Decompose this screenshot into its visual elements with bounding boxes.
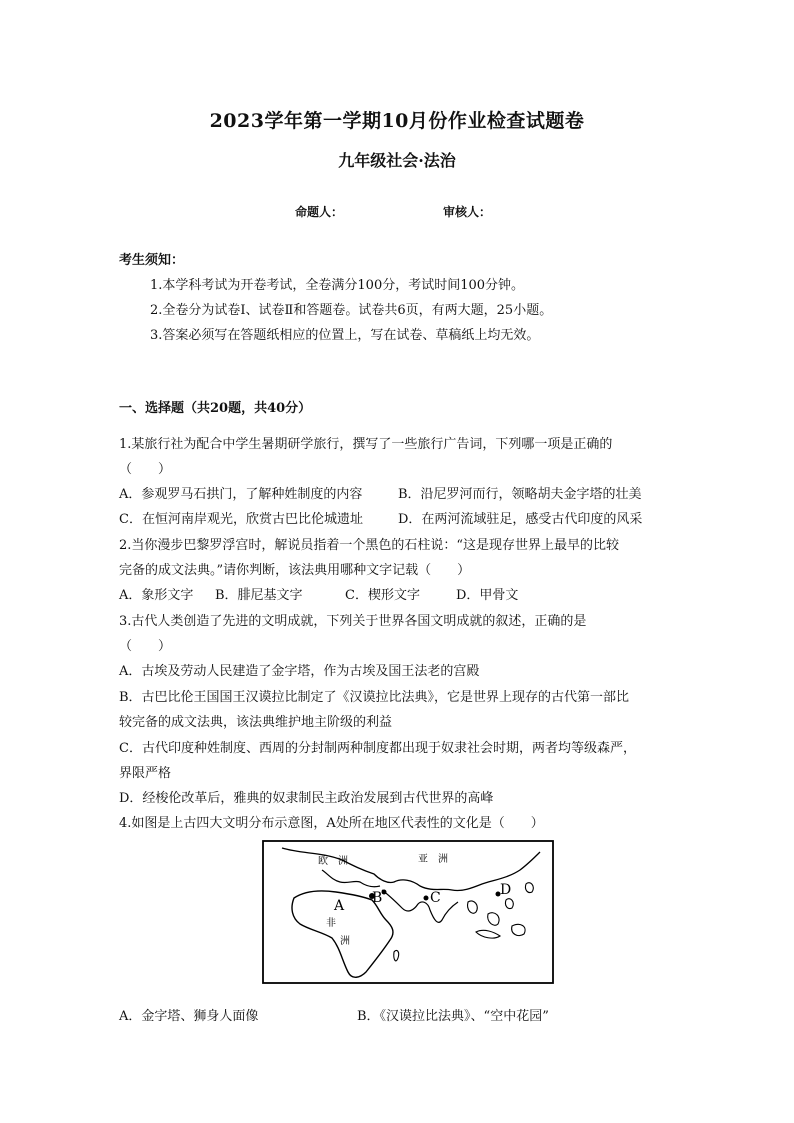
question-3-option-c-line1: C．古代印度种姓制度、西周的分封制两种制度都出现于奴隶社会时期，两者均等级森严，	[119, 741, 636, 756]
notice-item: 3.答案必须写在答题纸相应的位置上，写在试卷、草稿纸上均无效。	[150, 328, 540, 343]
question-3-option-c-line2: 界限严格	[119, 766, 172, 781]
author-label: 命题人：	[295, 205, 344, 219]
question-4-stem: 4.如图是上古四大文明分布示意图，A处所在地区代表性的文化是（ ）	[119, 816, 544, 831]
question-3-option-b-line2: 较完备的成文法典，该法典维护地主阶级的利益	[119, 715, 393, 730]
ancient-civilizations-map	[262, 840, 554, 984]
section-heading: 一、选择题（共20题，共40分）	[119, 401, 312, 416]
question-1-option-b: B．沿尼罗河而行，领略胡夫金字塔的壮美	[398, 487, 642, 502]
exam-subtitle: 九年级社会·法治	[338, 151, 456, 170]
question-3-blank: （ ）	[119, 639, 172, 654]
question-1-stem: 1.某旅行社为配合中学生暑期研学旅行，撰写了一些旅行广告词，下列哪一项是正确的	[119, 437, 613, 452]
map-label-africa-2: 洲	[340, 936, 350, 947]
map-label-africa-1: 非	[326, 918, 336, 929]
question-1-blank: （ ）	[119, 462, 172, 477]
notice-item: 2.全卷分为试卷Ⅰ、试卷Ⅱ和答题卷。试卷共6页，有两大题，25小题。	[150, 303, 553, 318]
question-3-stem: 3.古代人类创造了先进的文明成就，下列关于世界各国文明成就的叙述，正确的是	[119, 614, 587, 629]
question-1-option-c: C．在恒河南岸观光，欣赏古巴比伦城遗址	[119, 512, 363, 527]
question-2-option-b: B．腓尼基文字	[215, 588, 303, 603]
map-label-b: B	[372, 890, 383, 906]
question-2-option-c: C．楔形文字	[345, 588, 420, 603]
question-4-option-b: B．《汉谟拉比法典》、“空中花园”	[357, 1009, 549, 1024]
map-label-asia: 亚 洲	[418, 854, 448, 865]
map-label-a: A	[334, 898, 345, 914]
question-2-stem-line2: 完备的成文法典。”请你判断，该法典用哪种文字记载（ ）	[119, 563, 471, 578]
question-2-option-d: D．甲骨文	[456, 588, 519, 603]
map-label-d: D	[500, 882, 512, 898]
notice-heading: 考生须知：	[119, 253, 185, 268]
question-2-option-a: A．象形文字	[119, 588, 194, 603]
notice-item: 1.本学科考试为开卷考试，全卷满分100分，考试时间100分钟。	[150, 278, 525, 293]
map-label-europe: 欧 洲	[318, 856, 348, 867]
reviewer-label: 审核人：	[443, 205, 492, 219]
question-3-option-d: D．经梭伦改革后，雅典的奴隶制民主政治发展到古代世界的高峰	[119, 791, 494, 806]
question-3-option-b-line1: B．古巴比伦王国国王汉谟拉比制定了《汉谟拉比法典》，它是世界上现存的古代第一部比	[119, 690, 630, 705]
question-4-option-a: A．金字塔、狮身人面像	[119, 1009, 259, 1024]
question-1-option-d: D．在两河流域驻足，感受古代印度的风采	[398, 512, 643, 527]
question-3-option-a: A．古埃及劳动人民建造了金字塔，作为古埃及国王法老的宫殿	[119, 664, 480, 679]
question-2-stem-line1: 2.当你漫步巴黎罗浮宫时，解说员指着一个黑色的石柱说：“这是现存世界上最早的比较	[119, 538, 620, 553]
map-label-c: C	[430, 890, 441, 906]
question-1-option-a: A．参观罗马石拱门，了解种姓制度的内容	[119, 487, 363, 502]
exam-title: 2023学年第一学期10月份作业检查试题卷	[209, 110, 585, 132]
